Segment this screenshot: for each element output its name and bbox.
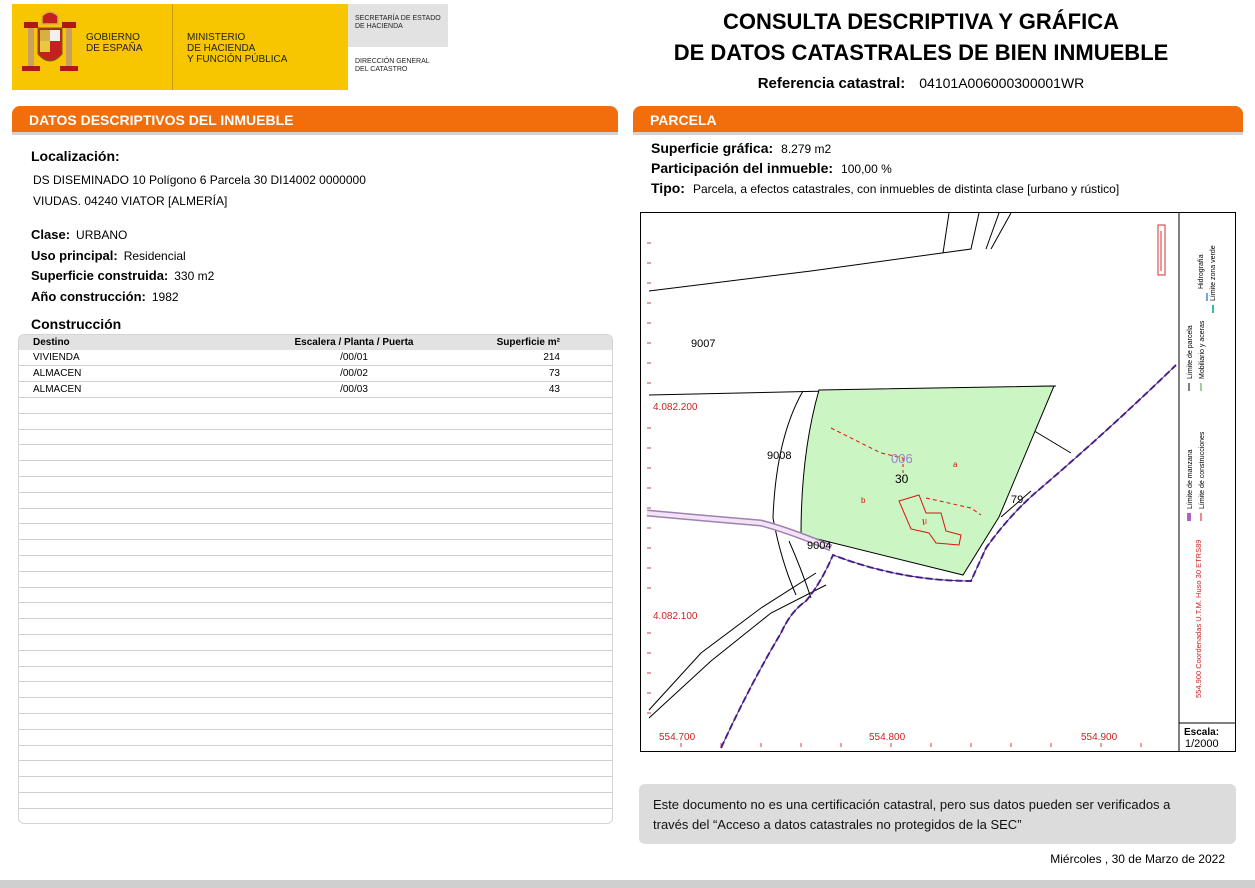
ref-label: Referencia catastral: xyxy=(757,75,906,92)
disclaimer-box xyxy=(639,784,1236,844)
direccion-line-1: DIRECCIÓN GENERAL xyxy=(355,58,430,65)
title-line-1: CONSULTA DESCRIPTIVA Y GRÁFICA xyxy=(722,9,1120,34)
cell-superficie: 43 xyxy=(548,384,560,395)
header-escalera: Escalera / Planta / Puerta xyxy=(294,337,414,348)
referencia-catastral xyxy=(620,75,1222,92)
coord-x-554900: 554.900 xyxy=(1081,732,1118,743)
empty-table-row xyxy=(19,635,612,651)
bottom-scrollbar[interactable] xyxy=(0,880,1255,888)
sup-grafica-field xyxy=(651,140,831,156)
legend-parcela-text: Límite de parcela xyxy=(1187,325,1194,379)
empty-table-row xyxy=(19,588,612,604)
ministry-line-1: MINISTERIO xyxy=(187,32,246,43)
anio-field xyxy=(31,289,179,304)
localizacion-label: Localización: xyxy=(31,148,120,164)
empty-table-row xyxy=(19,714,612,730)
header-destino: Destino xyxy=(33,337,70,348)
participacion-value: 100,00 % xyxy=(841,162,892,176)
legend-parcela xyxy=(1187,325,1194,391)
section-title-b: INMUEBLE xyxy=(220,112,294,128)
empty-table-row xyxy=(19,540,612,556)
localizacion-line-2: VIUDAS. 04240 VIATOR [ALMERÍA] xyxy=(33,194,228,208)
secretaria-line-2: DE HACIENDA xyxy=(355,23,403,30)
empty-table-row xyxy=(19,509,612,525)
government-logo xyxy=(12,4,348,90)
empty-table-row xyxy=(19,398,612,414)
section-datos-descriptivos xyxy=(12,106,618,135)
empty-table-row xyxy=(19,793,612,809)
empty-table-row xyxy=(19,761,612,777)
ministry-line-2: DE HACIENDA xyxy=(187,43,256,54)
page-title xyxy=(620,6,1222,68)
secretaria-label xyxy=(348,4,448,47)
participacion-field xyxy=(651,160,892,176)
coord-x-554800: 554.800 xyxy=(869,732,906,743)
ministry-line-3: Y FUNCIÓN PÚBLICA xyxy=(187,54,288,65)
cell-escalera: /00/02 xyxy=(340,368,368,379)
sup-grafica-value: 8.279 m2 xyxy=(781,142,832,156)
direccion-line-2: DEL CATASTRO xyxy=(355,66,408,73)
empty-table-row xyxy=(19,746,612,762)
empty-table-row xyxy=(19,619,612,635)
government-name xyxy=(86,4,172,90)
disclaimer-line-1: Este documento no es una certificación catastral, pero sus datos pueden ser verificados a xyxy=(653,797,1171,812)
legend-construcciones-text: Límite de construcciones xyxy=(1199,431,1206,509)
empty-table-row xyxy=(19,682,612,698)
table-row xyxy=(19,366,612,382)
empty-table-row xyxy=(19,556,612,572)
ministry-name xyxy=(172,4,348,90)
empty-table-row xyxy=(19,461,612,477)
uso-field xyxy=(31,248,186,263)
empty-table-row xyxy=(19,430,612,446)
superficie-field xyxy=(31,268,214,283)
label-sub-a: a xyxy=(953,460,958,469)
cell-superficie: 214 xyxy=(543,352,560,363)
legend-mobiliario-text: Mobiliario y aceras xyxy=(1199,320,1206,379)
empty-table-row xyxy=(19,777,612,793)
legend-hidro xyxy=(1198,254,1207,301)
label-9008: 9008 xyxy=(767,450,792,462)
empty-table-row xyxy=(19,730,612,746)
cell-destino: ALMACEN xyxy=(33,384,82,395)
document-date: Miércoles , 30 de Marzo de 2022 xyxy=(1050,852,1225,866)
empty-rows xyxy=(19,398,612,824)
construccion-title: Construcción xyxy=(31,316,122,332)
empty-table-row xyxy=(19,493,612,509)
tipo-field xyxy=(651,180,1119,196)
map-canvas xyxy=(641,213,1235,751)
table-header xyxy=(19,335,612,350)
superficie-label: Superficie construida: xyxy=(31,268,169,283)
participacion-label: Participación del inmueble: xyxy=(651,160,834,176)
section-parcela xyxy=(633,106,1243,135)
cell-escalera: /00/03 xyxy=(340,384,368,395)
cell-destino: ALMACEN xyxy=(33,368,82,379)
label-sub-b: b xyxy=(861,496,866,505)
section-parcela-title: PARCELA xyxy=(650,112,717,128)
empty-table-row xyxy=(19,603,612,619)
construccion-table xyxy=(18,334,613,824)
ref-value: 04101A006000300001WR xyxy=(919,75,1085,91)
label-006: 006 xyxy=(891,451,913,466)
legend-zona-verde xyxy=(1210,245,1217,313)
label-30: 30 xyxy=(895,472,909,486)
table-row xyxy=(19,350,612,366)
north-arrow-icon xyxy=(1158,225,1165,275)
empty-table-row xyxy=(19,524,612,540)
empty-table-row xyxy=(19,477,612,493)
legend-mobiliario xyxy=(1199,320,1206,391)
tipo-value: Parcela, a efectos catastrales, con inmuebles de distinta clase [urbano y rústico] xyxy=(692,182,1120,196)
empty-table-row xyxy=(19,809,612,824)
clase-value: URBANO xyxy=(76,228,128,242)
sup-grafica-label: Superficie gráfica: xyxy=(651,140,774,156)
anio-value: 1982 xyxy=(151,290,179,304)
gov-line-1: GOBIERNO xyxy=(86,32,140,43)
empty-table-row xyxy=(19,651,612,667)
anio-label: Año construcción: xyxy=(31,289,146,304)
legend-construcciones xyxy=(1199,431,1206,521)
escala-label: Escala: xyxy=(1184,727,1220,738)
parcel-30-area[interactable] xyxy=(801,386,1054,575)
cadastral-map[interactable] xyxy=(640,212,1236,752)
label-79: 79 xyxy=(1011,494,1024,506)
empty-table-row xyxy=(19,414,612,430)
legend-manzana xyxy=(1187,449,1194,521)
cell-escalera: /00/01 xyxy=(340,352,368,363)
direccion-label xyxy=(355,58,430,74)
empty-table-row xyxy=(19,572,612,588)
title-line-2: DE DATOS CATASTRALES DE BIEN INMUEBLE xyxy=(673,40,1169,65)
uso-value: Residencial xyxy=(123,249,186,263)
legend-hidro-text: Hidrografía xyxy=(1198,254,1205,289)
clase-field xyxy=(31,227,127,242)
legend-manzana-text: Límite de manzana xyxy=(1187,449,1194,509)
empty-table-row xyxy=(19,698,612,714)
coat-of-arms-icon xyxy=(12,4,86,90)
legend-zona-verde-text: Límite zona verde xyxy=(1210,245,1217,301)
tipo-label: Tipo: xyxy=(651,180,685,196)
coord-y-4082100: 4.082.100 xyxy=(653,611,698,622)
empty-table-row xyxy=(19,445,612,461)
header-superficie: Superficie m² xyxy=(496,337,560,348)
coord-x-554700: 554.700 xyxy=(659,732,696,743)
cell-superficie: 73 xyxy=(548,368,560,379)
empty-table-row xyxy=(19,667,612,683)
table-row xyxy=(19,382,612,398)
gov-line-2: DE ESPAÑA xyxy=(86,43,143,54)
clase-label: Clase: xyxy=(31,227,71,242)
secretaria-line-1: SECRETARÍA DE ESTADO xyxy=(355,15,441,22)
label-9007: 9007 xyxy=(691,338,716,350)
disclaimer-line-2: través del “Acceso a datos catastrales no protegidos de la SEC” xyxy=(653,817,1022,832)
superficie-value: 330 m2 xyxy=(174,269,215,283)
coords-caption: 554.900 Coordenadas U.T.M. Huso 30 ETRS89 xyxy=(1194,539,1203,698)
localizacion-line-1: DS DISEMINADO 10 Polígono 6 Parcela 30 DI14002 0000000 xyxy=(33,173,366,187)
label-9004: 9004 xyxy=(807,540,832,552)
coord-y-4082200: 4.082.200 xyxy=(653,402,698,413)
cell-destino: VIVIENDA xyxy=(33,352,80,363)
escala-value: 1/2000 xyxy=(1185,738,1219,750)
uso-label: Uso principal: xyxy=(31,248,118,263)
section-title-a: DATOS DESCRIPTIVOS DEL xyxy=(29,112,221,128)
label-sub-i: I xyxy=(925,519,927,526)
